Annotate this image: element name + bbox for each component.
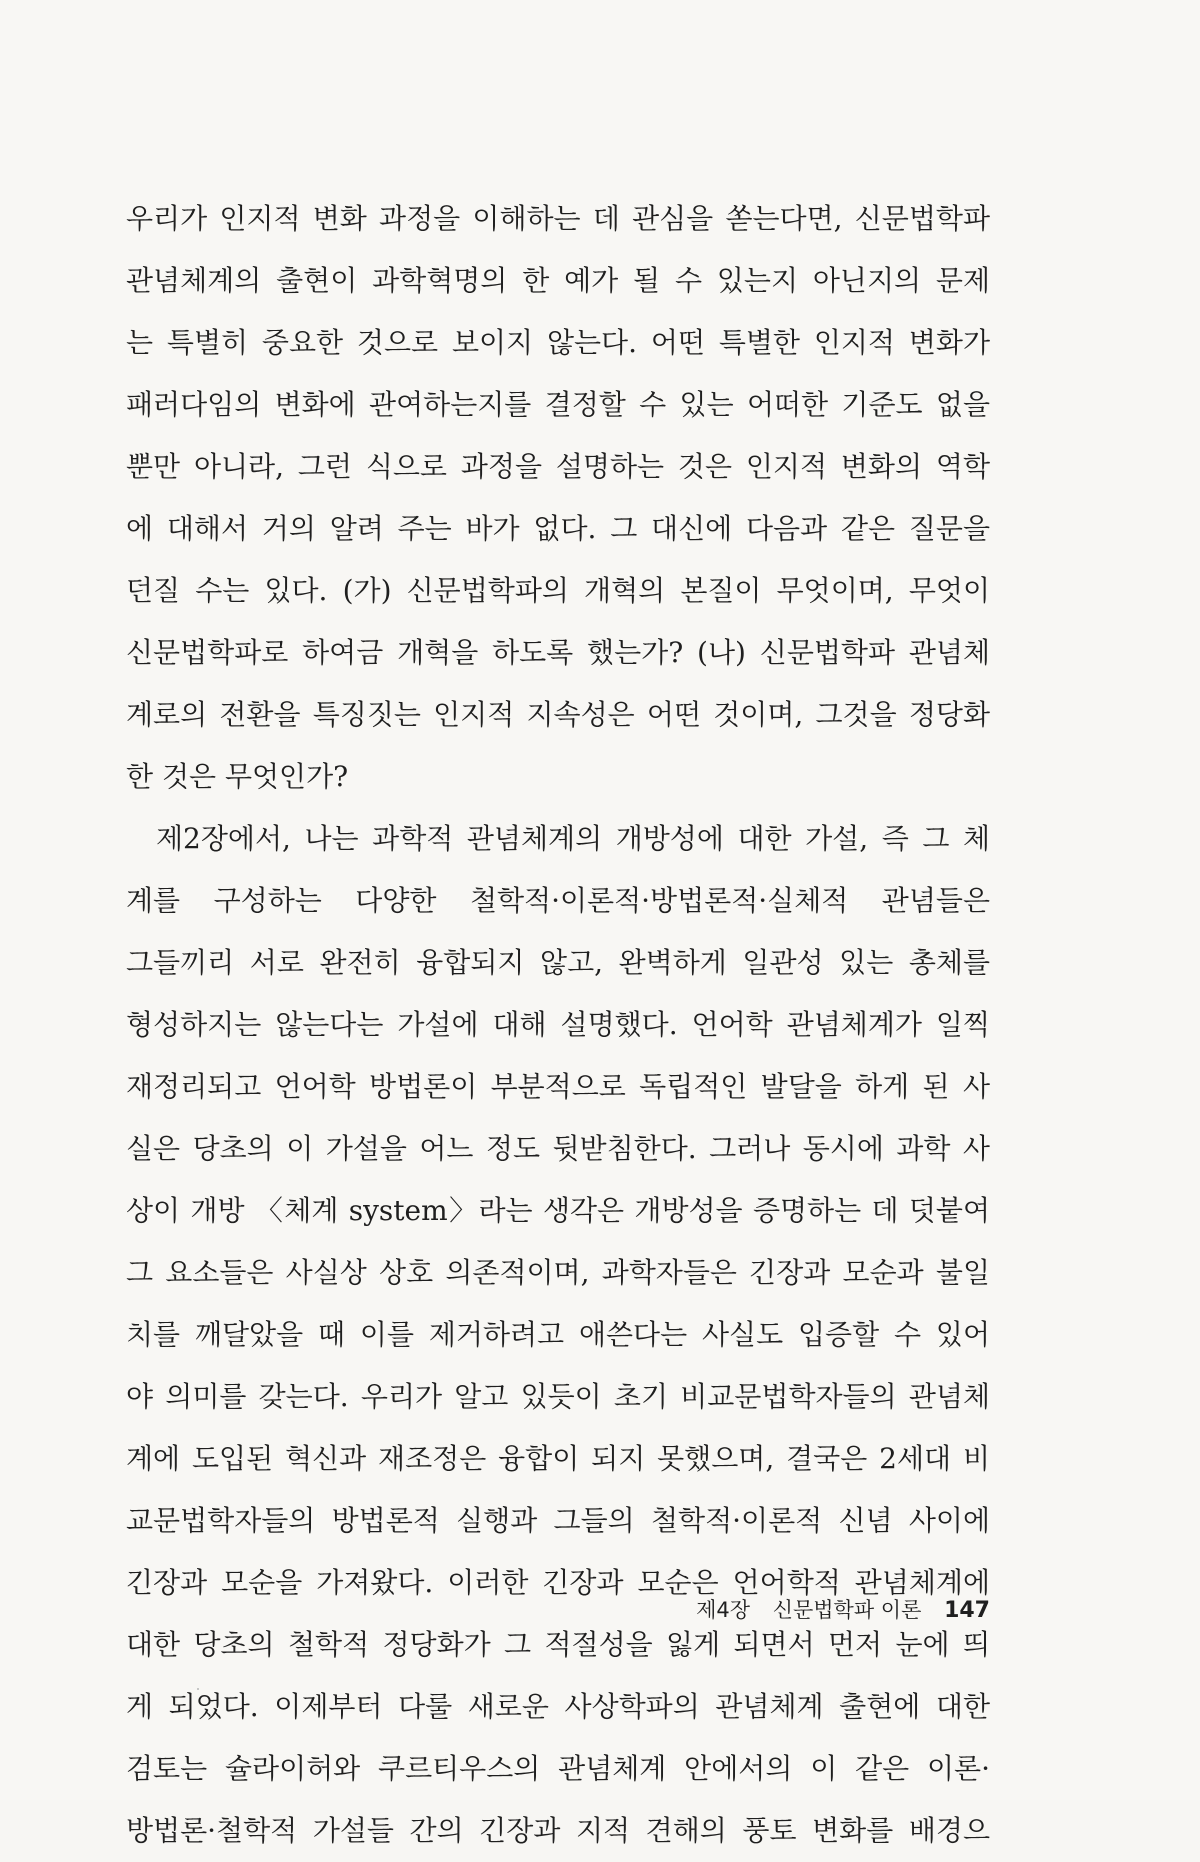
body-line: 계로의 전환을 특징짓는 인지적 지속성은 어떤 것이며, 그것을 정당화 (126, 698, 990, 731)
body-line: 긴장과 모순을 가져왔다. 이러한 긴장과 모순은 언어학적 관념체계에 (126, 1566, 990, 1599)
body-line: 검토는 슐라이허와 쿠르티우스의 관념체계 안에서의 이 같은 이론· (126, 1752, 990, 1785)
body-line: 실은 당초의 이 가설을 어느 정도 뒷받침한다. 그러나 동시에 과학 사 (126, 1132, 990, 1165)
body-line: 제2장에서, 나는 과학적 관념체계의 개방성에 대한 가설, 즉 그 체 (156, 822, 990, 855)
body-line: 우리가 인지적 변화 과정을 이해하는 데 관심을 쏟는다면, 신문법학파 (126, 202, 990, 235)
body-line: 그 요소들은 사실상 상호 의존적이며, 과학자들은 긴장과 모순과 불일 (126, 1256, 990, 1289)
body-line: 재정리되고 언어학 방법론이 부분적으로 독립적인 발달을 하게 된 사 (126, 1070, 990, 1103)
body-line: 그들끼리 서로 완전히 융합되지 않고, 완벽하게 일관성 있는 총체를 (126, 946, 990, 979)
body-line: 는 특별히 중요한 것으로 보이지 않는다. 어떤 특별한 인지적 변화가 (126, 326, 990, 359)
body-line: 교문법학자들의 방법론적 실행과 그들의 철학적·이론적 신념 사이에 (126, 1504, 990, 1537)
footer-title: 신문법학파 이론 (772, 1598, 922, 1622)
body-line: 관념체계의 출현이 과학혁명의 한 예가 될 수 있는지 아닌지의 문제 (126, 264, 990, 297)
page-number: 147 (944, 1598, 990, 1623)
body-line: 계를 구성하는 다양한 철학적·이론적·방법론적·실체적 관념들은 (126, 884, 990, 917)
body-line: 게 되었다. 이제부터 다룰 새로운 사상학파의 관념체계 출현에 대한 (126, 1690, 990, 1723)
body-line: 방법론·철학적 가설들 간의 긴장과 지적 견해의 풍토 변화를 배경으 (126, 1814, 990, 1847)
body-line: 신문법학파로 하여금 개혁을 하도록 했는가? (나) 신문법학파 관념체 (126, 636, 990, 669)
body-line: 대한 당초의 철학적 정당화가 그 적절성을 잃게 되면서 먼저 눈에 띄 (126, 1628, 990, 1661)
body-line: 에 대해서 거의 알려 주는 바가 없다. 그 대신에 다음과 같은 질문을 (126, 512, 990, 545)
body-line: 형성하지는 않는다는 가설에 대해 설명했다. 언어학 관념체계가 일찍 (126, 1008, 990, 1041)
scan-speck (197, 1688, 199, 1690)
body-line: 패러다임의 변화에 관여하는지를 결정할 수 있는 어떠한 기준도 없을 (126, 388, 990, 421)
footer-chapter: 제4장 (696, 1598, 750, 1622)
body-line: 던질 수는 있다. (가) 신문법학파의 개혁의 본질이 무엇이며, 무엇이 (126, 574, 990, 607)
running-footer (696, 1594, 990, 1624)
body-line: 상이 개방 〈체계 system〉라는 생각은 개방성을 증명하는 데 덧붙여 (126, 1194, 990, 1227)
body-line: 계에 도입된 혁신과 재조정은 융합이 되지 못했으며, 결국은 2세대 비 (126, 1442, 990, 1475)
body-line: 뿐만 아니라, 그런 식으로 과정을 설명하는 것은 인지적 변화의 역학 (126, 450, 990, 483)
body-line: 한 것은 무엇인가? (126, 760, 349, 793)
body-line: 야 의미를 갖는다. 우리가 알고 있듯이 초기 비교문법학자들의 관념체 (126, 1380, 990, 1413)
body-line: 치를 깨달았을 때 이를 제거하려고 애쓴다는 사실도 입증할 수 있어 (126, 1318, 990, 1351)
